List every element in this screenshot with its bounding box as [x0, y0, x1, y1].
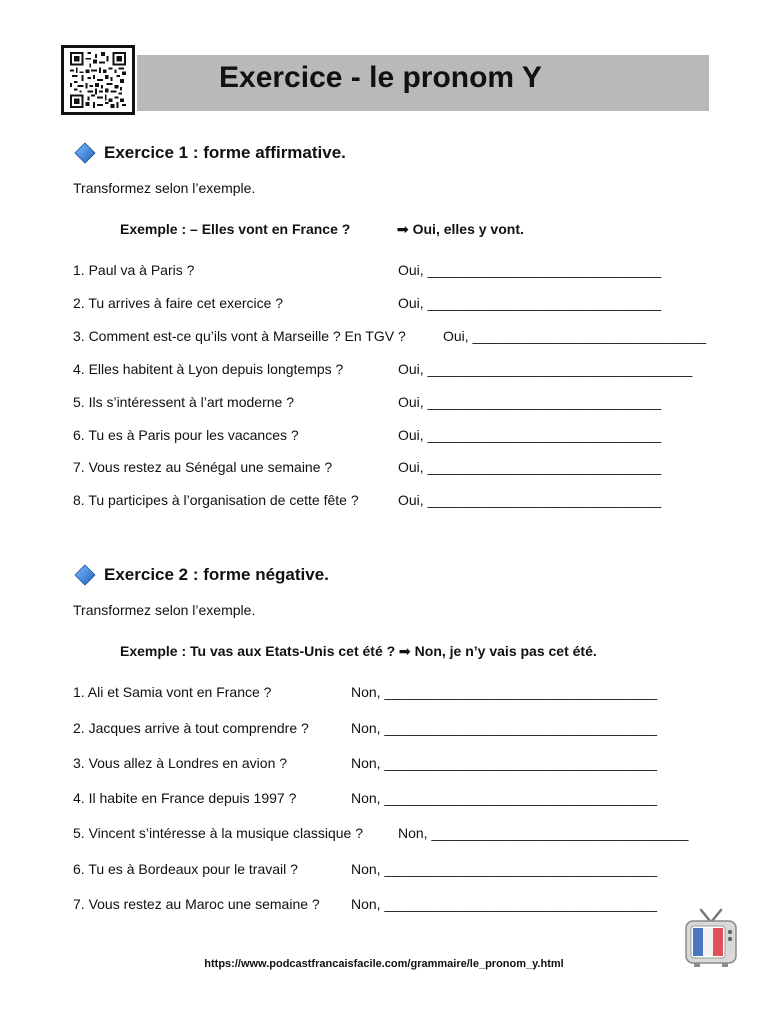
page-title: Exercice - le pronom Y [219, 61, 542, 94]
item-question: 2. Tu arrives à faire cet exercice ? [73, 295, 284, 311]
exercise2-example: Exemple : Tu vas aux Etats-Unis cet été ? ➟ Non, je n’y vais pas cet été. [120, 643, 597, 659]
exercise1-title: Exercice 1 : forme affirmative. [104, 143, 346, 162]
answer-line: Oui, ______________________________ [443, 328, 707, 344]
answer-line: Oui, ______________________________ [398, 295, 662, 311]
item-question: 3. Comment est-ce qu’ils vont à Marseille ? En TGV ? [73, 328, 406, 344]
answer-line: Non, ___________________________________ [351, 861, 657, 877]
answer-line: Non, ___________________________________ [351, 790, 657, 806]
answer-line: Oui, ______________________________ [398, 459, 662, 475]
exercise1-example-answer: ➟ Oui, elles y vont. [397, 221, 524, 237]
item-question: 1. Paul va à Paris ? [73, 262, 195, 278]
qr-code [61, 45, 135, 115]
blue-diamond-icon [74, 564, 96, 586]
exercise1-instruction: Transformez selon l’exemple. [73, 180, 256, 196]
exercise2-title: Exercice 2 : forme négative. [104, 565, 329, 584]
item-question: 1. Ali et Samia vont en France ? [73, 684, 272, 700]
answer-line: Non, ___________________________________ [351, 755, 657, 771]
answer-line: Non, ___________________________________ [351, 720, 657, 736]
item-question: 6. Tu es à Bordeaux pour le travail ? [73, 861, 298, 877]
item-question: 2. Jacques arrive à tout comprendre ? [73, 720, 309, 736]
item-question: 5. Ils s’intéressent à l’art moderne ? [73, 394, 294, 410]
footer-url: https://www.podcastfrancaisfacile.com/grammaire/le_pronom_y.html [204, 958, 564, 970]
exercise2-heading [74, 564, 329, 586]
item-question: 5. Vincent s’intéresse à la musique classique ? [73, 825, 364, 841]
exercise1-example-question: Exemple : – Elles vont en France ? [120, 221, 351, 237]
answer-line: Oui, ______________________________ [398, 492, 662, 508]
qr-code-icon [69, 52, 127, 108]
item-question: 4. Il habite en France depuis 1997 ? [73, 790, 297, 806]
item-question: 6. Tu es à Paris pour les vacances ? [73, 427, 299, 443]
answer-line: Non, _________________________________ [398, 825, 689, 841]
item-question: 4. Elles habitent à Lyon depuis longtemps ? [73, 361, 344, 377]
answer-line: Oui, ______________________________ [398, 394, 662, 410]
blue-diamond-icon [74, 142, 96, 164]
answer-line: Oui, ______________________________ [398, 262, 662, 278]
answer-line: Oui, ______________________________ [398, 427, 662, 443]
item-question: 3. Vous allez à Londres en avion ? [73, 755, 288, 771]
answer-line: Non, ___________________________________ [351, 684, 657, 700]
item-question: 8. Tu participes à l’organisation de cette fête ? [73, 492, 359, 508]
answer-line: Non, ___________________________________ [351, 896, 657, 912]
exercise2-instruction: Transformez selon l’exemple. [73, 602, 256, 618]
exercise1-heading [74, 142, 346, 164]
item-question: 7. Vous restez au Sénégal une semaine ? [73, 459, 333, 475]
item-question: 7. Vous restez au Maroc une semaine ? [73, 896, 320, 912]
answer-line: Oui, __________________________________ [398, 361, 693, 377]
